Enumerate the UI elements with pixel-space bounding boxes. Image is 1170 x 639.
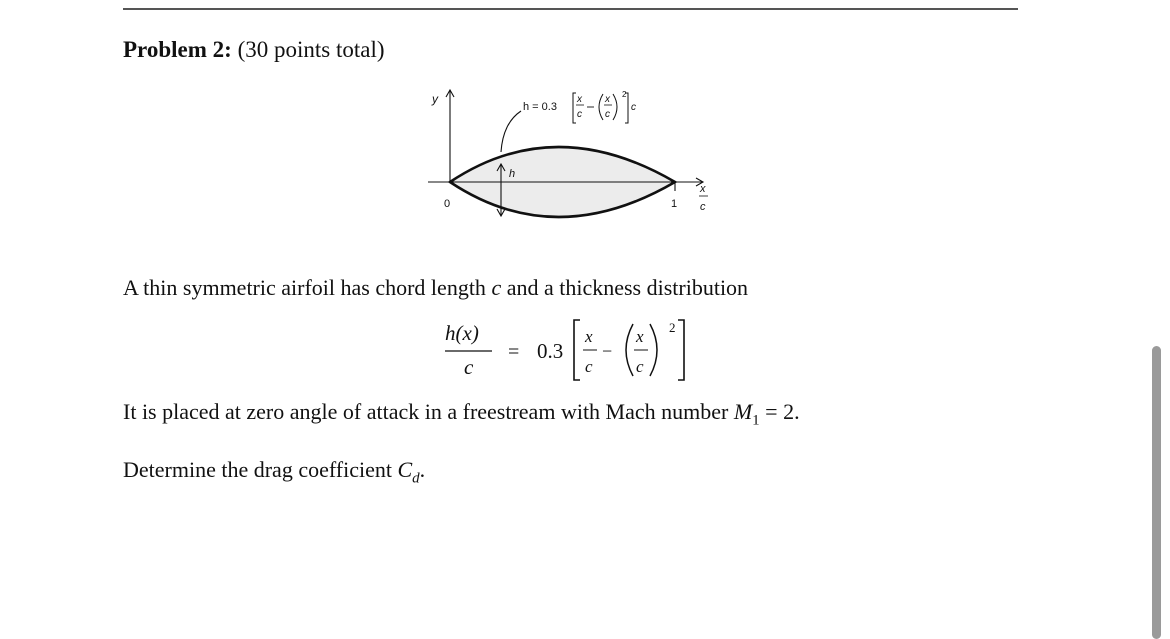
para2-text-b: = 2. bbox=[759, 399, 800, 424]
equation-right-bracket bbox=[678, 320, 684, 380]
equation-left-bracket bbox=[574, 320, 580, 380]
y-axis-label: y bbox=[432, 92, 438, 106]
figure-formula-tail: c bbox=[631, 102, 636, 113]
equation-left-paren bbox=[626, 324, 633, 376]
para3-drag-sub: d bbox=[412, 470, 420, 487]
figure-formula-c1: c bbox=[577, 109, 582, 120]
para3-text-b: . bbox=[419, 457, 426, 482]
figure-formula-left-bracket bbox=[573, 93, 576, 123]
problem-label: Problem 2: bbox=[123, 37, 232, 62]
para3-text-a: Determine the drag coefficient bbox=[123, 457, 398, 482]
para2-mach-sub: 1 bbox=[752, 412, 760, 429]
airfoil-figure bbox=[420, 85, 730, 225]
vertical-scrollbar[interactable] bbox=[1152, 346, 1161, 639]
figure-formula-left-paren bbox=[599, 94, 603, 120]
para3-drag-var: C bbox=[397, 457, 413, 482]
equation-minus: − bbox=[602, 341, 613, 361]
equation-x2: x bbox=[636, 327, 644, 346]
equation-lhs-num: h(x) bbox=[445, 321, 479, 345]
problem-heading bbox=[123, 36, 385, 64]
thickness-label: h bbox=[509, 168, 516, 180]
paragraph-freestream bbox=[123, 398, 800, 434]
paragraph-airfoil-description bbox=[123, 274, 748, 302]
origin-label: 0 bbox=[444, 198, 451, 210]
figure-formula-x1: x bbox=[577, 94, 582, 105]
thickness-equation-svg bbox=[440, 318, 720, 386]
para1-text-b: and a thickness distribution bbox=[501, 275, 749, 300]
equation-exponent: 2 bbox=[669, 320, 676, 335]
equation-lhs-den: c bbox=[464, 355, 474, 379]
para1-chord-var: c bbox=[491, 275, 502, 300]
equation-equals: = bbox=[508, 341, 520, 363]
formula-leader bbox=[501, 111, 521, 152]
equation-x1: x bbox=[585, 327, 593, 346]
x-axis-label-num: x bbox=[700, 183, 706, 195]
figure-formula-exponent: 2 bbox=[622, 90, 627, 99]
figure-formula-lhs: h = 0.3 bbox=[523, 101, 557, 113]
problem-points: (30 points total) bbox=[237, 37, 385, 62]
airfoil-diagram bbox=[420, 85, 730, 225]
figure-formula-right-paren bbox=[613, 94, 617, 120]
paragraph-task bbox=[123, 456, 425, 492]
equation-coefficient: 0.3 bbox=[537, 339, 564, 363]
para2-text-a: It is placed at zero angle of attack in a freestream with Mach number bbox=[123, 399, 734, 424]
figure-formula-c2: c bbox=[605, 109, 610, 120]
para1-text-a: A thin symmetric airfoil has chord length bbox=[123, 275, 492, 300]
thickness-equation bbox=[440, 318, 720, 386]
figure-formula-x2: x bbox=[605, 94, 610, 105]
equation-c2: c bbox=[636, 357, 644, 376]
para2-mach-var: M bbox=[733, 399, 753, 424]
x-axis-label-den: c bbox=[700, 201, 706, 213]
equation-c1: c bbox=[585, 357, 593, 376]
equation-right-paren bbox=[650, 324, 657, 376]
top-rule bbox=[123, 8, 1018, 10]
chord-end-label: 1 bbox=[671, 198, 678, 210]
